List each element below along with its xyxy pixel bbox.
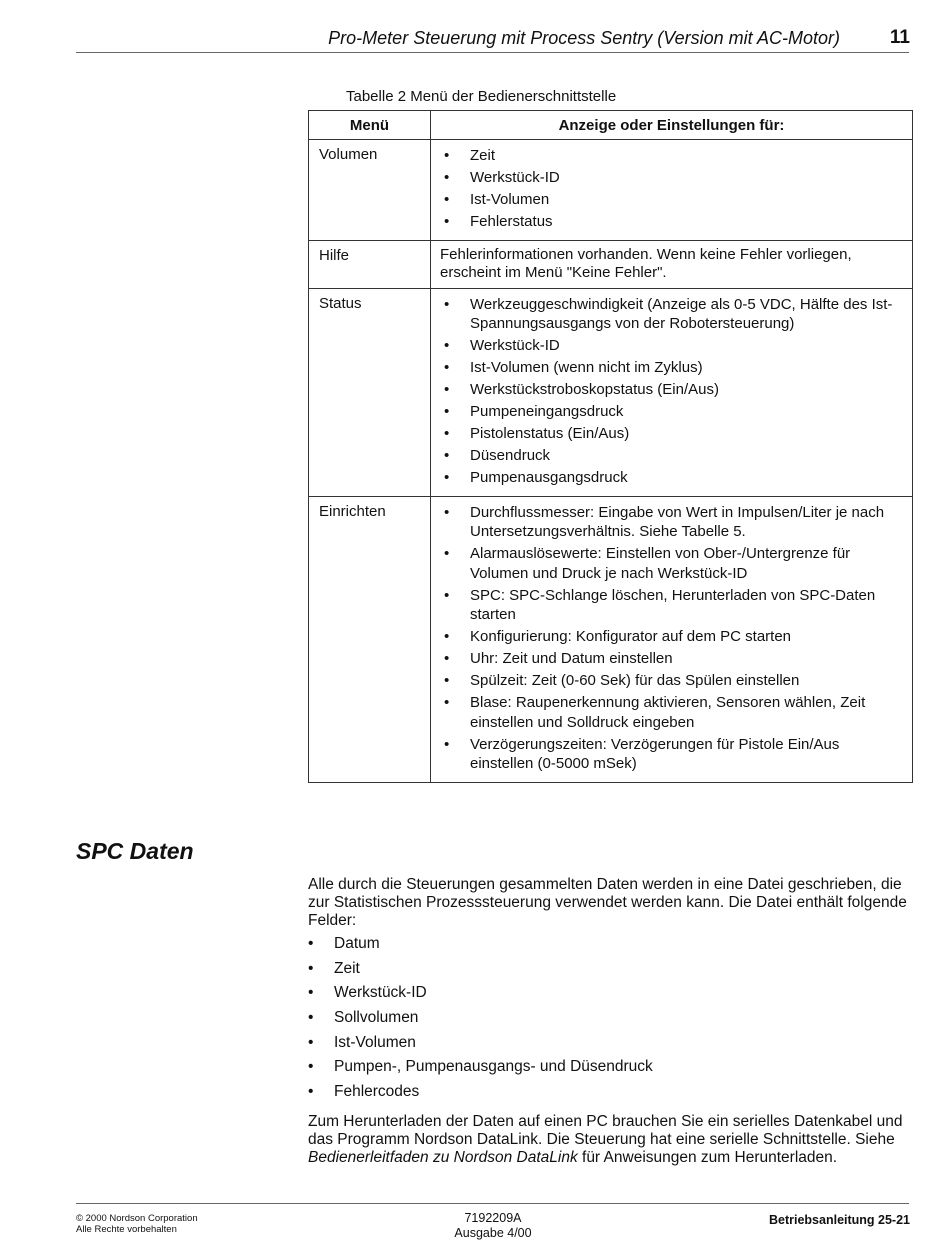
menu-cell: Hilfe <box>309 240 431 288</box>
column-header-menu: Menü <box>309 111 431 140</box>
manual-reference: Bedienerleitfaden zu Nordson DataLink <box>308 1149 578 1166</box>
list-item: • Fehlercodes <box>308 1082 908 1107</box>
list-item: • Durchflussmesser: Eingabe von Wert in Impulsen/Liter je nach Untersetzungsverhältnis. Siehe Tabelle 5. <box>440 503 904 542</box>
table-row-volumen <box>309 140 913 241</box>
list-item: • Werkstück-ID <box>440 336 904 356</box>
list-item: • Ist-Volumen <box>308 1033 908 1058</box>
list-item: • Ist-Volumen <box>440 190 904 210</box>
list-item: • Werkstück-ID <box>440 168 904 188</box>
list-item: • Fehlerstatus <box>440 212 904 232</box>
table-row-status <box>309 288 913 496</box>
bullet-list <box>440 503 904 774</box>
list-item: • Pumpen-, Pumpenausgangs- und Düsendruck <box>308 1057 908 1082</box>
list-item: • Uhr: Zeit und Datum einstellen <box>440 649 904 669</box>
spc-intro-paragraph: Alle durch die Steuerungen gesammelten Daten werden in eine Datei geschrieben, die zur Statistischen Prozesssteuerung verwendet werden kann. Die Datei enthält folgende Felder: <box>308 876 907 929</box>
paragraph-text: Zum Herunterladen der Daten auf einen PC brauchen Sie ein serielles Datenkabel und das Programm Nordson DataLink. Die Steuerung hat eine serielle Schnittstelle. Siehe <box>308 1113 903 1148</box>
table-header-row <box>309 111 913 140</box>
list-item: • Düsendruck <box>440 446 904 466</box>
footer-divider <box>76 1203 909 1204</box>
list-item: • Alarmauslösewerte: Einstellen von Ober-/Untergrenze für Volumen und Druck je nach Werkstück-ID <box>440 544 904 583</box>
settings-cell <box>431 140 913 241</box>
list-item: • Konfigurierung: Konfigurator auf dem PC starten <box>440 627 904 647</box>
table-caption: Tabelle 2 Menü der Bedienerschnittstelle <box>346 88 617 105</box>
list-item: • Ist-Volumen (wenn nicht im Zyklus) <box>440 358 904 378</box>
settings-cell: Fehlerinformationen vorhanden. Wenn keine Fehler vorliegen, erscheint im Menü "Keine Fehler". <box>431 240 913 288</box>
page-number: 11 <box>889 27 910 48</box>
list-item: • Sollvolumen <box>308 1008 908 1033</box>
bullet-list <box>440 146 904 232</box>
menu-table <box>308 110 913 783</box>
menu-cell: Einrichten <box>309 496 431 782</box>
paragraph-text: für Anweisungen zum Herunterladen. <box>577 1149 838 1166</box>
footer-doc-info <box>443 1211 543 1241</box>
edition-text: Ausgabe 4/00 <box>454 1226 532 1240</box>
list-item: • Werkstück-ID <box>308 983 908 1008</box>
settings-cell <box>431 288 913 496</box>
list-item: • Pumpeneingangsdruck <box>440 402 904 422</box>
page-header-title: Pro-Meter Steuerung mit Process Sentry (Version mit AC-Motor) <box>328 28 840 48</box>
menu-cell: Volumen <box>309 140 431 241</box>
copyright-text: © 2000 Nordson Corporation <box>76 1213 198 1224</box>
list-item: • Blase: Raupenerkennung aktivieren, Sensoren wählen, Zeit einstellen und Solldruck eingeben <box>440 693 904 732</box>
footer-copyright <box>76 1213 198 1235</box>
list-item: • Pistolenstatus (Ein/Aus) <box>440 424 904 444</box>
list-item: • Pumpenausgangsdruck <box>440 468 904 488</box>
section-title: SPC Daten <box>76 838 194 864</box>
list-item: • Werkzeuggeschwindigkeit (Anzeige als 0-5 VDC, Hälfte des Ist-Spannungsausgangs von der Robotersteuerung) <box>440 295 904 334</box>
bullet-list <box>440 295 904 488</box>
table-row-einrichten <box>309 496 913 782</box>
document-number: 7192209A <box>464 1211 522 1225</box>
settings-cell <box>431 496 913 782</box>
table-row-hilfe <box>309 240 913 288</box>
spc-download-paragraph <box>308 1113 913 1167</box>
list-item: • SPC: SPC-Schlange löschen, Herunterladen von SPC-Daten starten <box>440 586 904 625</box>
spc-field-list <box>308 934 908 1107</box>
list-item: • Verzögerungszeiten: Verzögerungen für Pistole Ein/Aus einstellen (0-5000 mSek) <box>440 735 904 774</box>
menu-cell: Status <box>309 288 431 496</box>
list-item: • Zeit <box>440 146 904 166</box>
list-item: • Zeit <box>308 959 908 984</box>
header-divider <box>76 52 909 53</box>
list-item: • Spülzeit: Zeit (0-60 Sek) für das Spülen einstellen <box>440 671 904 691</box>
footer-manual-title: Betriebsanleitung 25-21 <box>768 1213 910 1227</box>
list-item: • Datum <box>308 934 908 959</box>
column-header-display: Anzeige oder Einstellungen für: <box>431 111 913 140</box>
rights-text: Alle Rechte vorbehalten <box>76 1224 177 1235</box>
list-item: • Werkstückstroboskopstatus (Ein/Aus) <box>440 380 904 400</box>
